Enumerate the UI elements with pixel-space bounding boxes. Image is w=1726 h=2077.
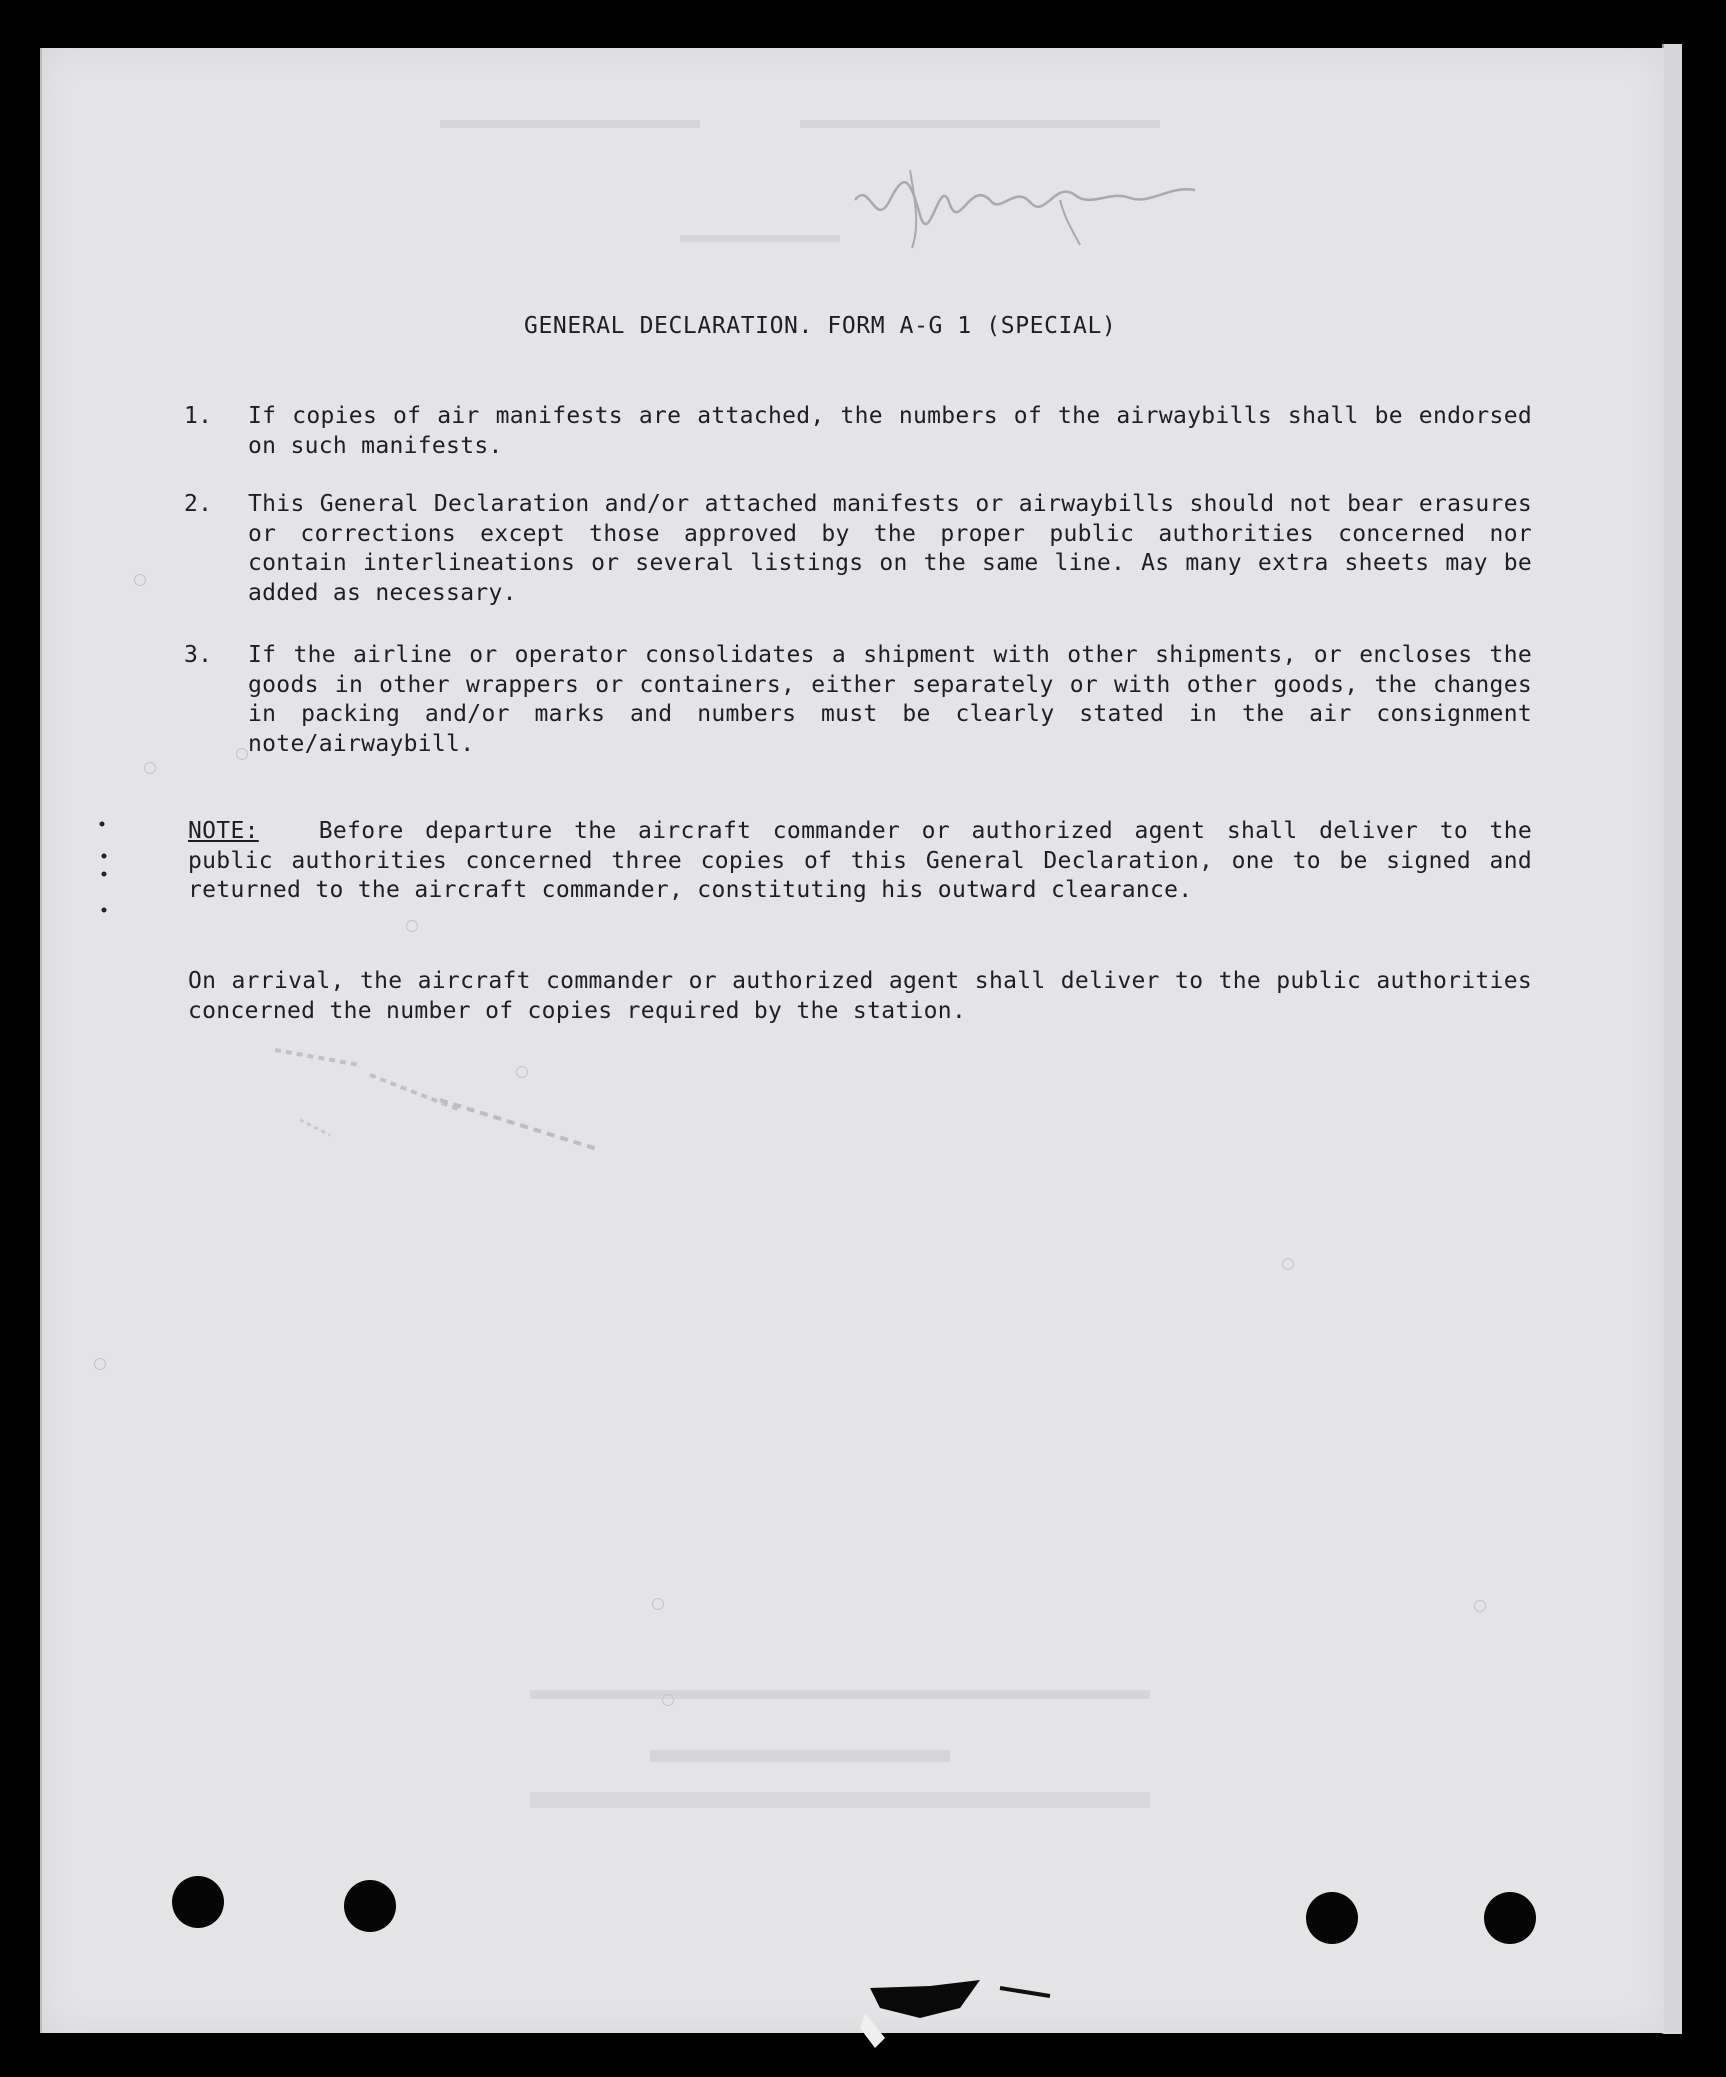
- punch-hole: [172, 1876, 224, 1928]
- instruction-item-3: [184, 641, 1534, 761]
- punch-hole: [344, 1880, 396, 1932]
- note-text: Before departure the aircraft commander or authorized agent shall deliver to the public authorities concerned three copies of this General Declaration, one to be signed and returned to the aircraft commander, constituting his outward clearance.: [188, 818, 1532, 903]
- bleed-through-marks-lower: [470, 1670, 1270, 1840]
- scan-dot: [236, 748, 248, 760]
- paper-edge: [1662, 44, 1682, 2034]
- note-label: NOTE:: [188, 818, 259, 844]
- faint-stamp-image: [270, 1040, 610, 1170]
- punch-hole: [1484, 1892, 1536, 1944]
- scan-dot: [1474, 1600, 1486, 1612]
- scan-dot: [144, 762, 156, 774]
- scan-dot: [516, 1066, 528, 1078]
- scan-dot: [406, 920, 418, 932]
- departure-note: [188, 817, 1532, 906]
- scan-dot: [94, 1358, 106, 1370]
- scan-dot: [652, 1598, 664, 1610]
- bleed-through-marks: [420, 100, 1320, 300]
- scan-dot: [134, 574, 146, 586]
- scan-dot: [662, 1694, 674, 1706]
- item-text: This General Declaration and/or attached manifests or airwaybills should not bear erasures or corrections except those approved by the proper public authorities concerned nor contain interlineations or several listings on the same line. As many extra sheets may be added as necessary.: [248, 491, 1532, 606]
- margin-marks: [96, 820, 116, 920]
- arrival-note: On arrival, the aircraft commander or authorized agent shall deliver to the public authorities concerned the number of copies required by the station.: [188, 968, 1532, 1024]
- item-number: 1.: [184, 403, 213, 429]
- scan-dot: [1282, 1258, 1294, 1270]
- punch-hole: [1306, 1892, 1358, 1944]
- item-number: 3.: [184, 642, 213, 668]
- form-title: GENERAL DECLARATION. FORM A-G 1 (SPECIAL): [524, 313, 1117, 339]
- item-text: If the airline or operator consolidates a shipment with other shipments, or encloses the goods in other wrappers or containers, either separately or with other goods, the changes in packing and/or marks and numbers must be clearly stated in the air consignment note/airwaybill.: [248, 642, 1532, 757]
- item-text: If copies of air manifests are attached, the numbers of the airwaybills shall be endorsed on such manifests.: [248, 403, 1532, 459]
- instruction-item-2: [184, 490, 1534, 610]
- bottom-tear-mark: [860, 1978, 1060, 2048]
- instruction-item-1: [184, 402, 1534, 462]
- item-number: 2.: [184, 491, 213, 517]
